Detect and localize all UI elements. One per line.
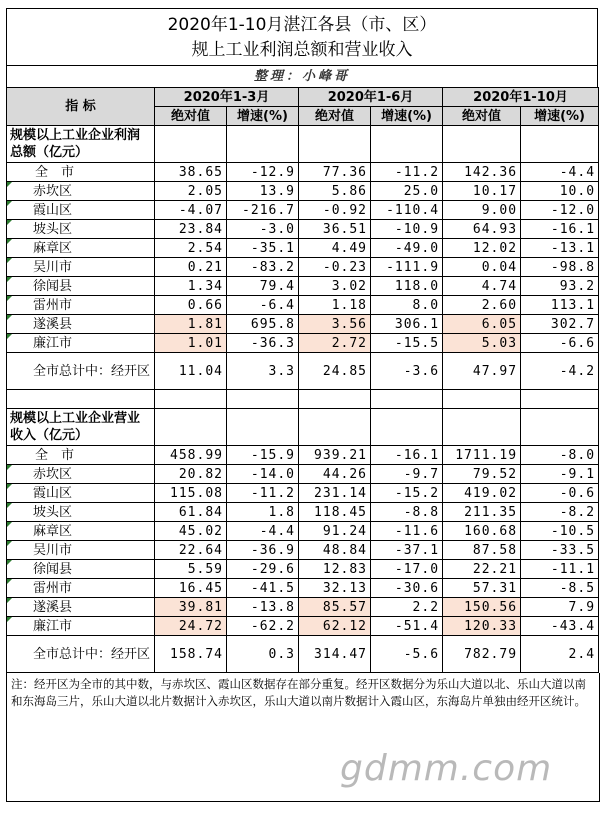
table-row (7, 182, 599, 201)
empty-cell (521, 390, 599, 409)
growth-value: -36.3 (227, 334, 299, 353)
abs-value: 0.04 (443, 258, 521, 277)
title-line-1: 2020年1-10月湛江各县（市、区） (167, 15, 437, 35)
abs-value: 939.21 (299, 446, 371, 465)
abs-value: 16.45 (155, 579, 227, 598)
table-row (7, 541, 599, 560)
row-label: 赤坎区 (7, 182, 155, 201)
abs-value: 1.01 (155, 334, 227, 353)
abs-value: 85.57 (299, 598, 371, 617)
empty-cell (521, 126, 599, 163)
abs-value: 158.74 (155, 636, 227, 673)
growth-value: -15.9 (227, 446, 299, 465)
empty-cell (371, 126, 443, 163)
growth-value: -17.0 (371, 560, 443, 579)
table-row (7, 617, 599, 636)
table-row (7, 598, 599, 617)
empty-cell (155, 126, 227, 163)
abs-value: 3.56 (299, 315, 371, 334)
growth-value: -9.1 (521, 465, 599, 484)
report-sheet (6, 8, 606, 802)
growth-value: -8.5 (521, 579, 599, 598)
table-row (7, 560, 599, 579)
abs-value: 4.49 (299, 239, 371, 258)
abs-value: 782.79 (443, 636, 521, 673)
growth-value: -13.8 (227, 598, 299, 617)
total-row (7, 353, 599, 390)
row-label: 徐闻县 (7, 277, 155, 296)
abs-value: 36.51 (299, 220, 371, 239)
header-abs: 绝对值 (299, 107, 371, 126)
abs-value: 62.12 (299, 617, 371, 636)
empty-cell (299, 390, 371, 409)
growth-value: -33.5 (521, 541, 599, 560)
table-row (7, 579, 599, 598)
growth-value: -51.4 (371, 617, 443, 636)
row-label: 霞山区 (7, 484, 155, 503)
abs-value: 24.85 (299, 353, 371, 390)
abs-value: 61.84 (155, 503, 227, 522)
watermark: gdmm.com (340, 748, 553, 789)
growth-value: 695.8 (227, 315, 299, 334)
empty-cell (443, 390, 521, 409)
growth-value: -0.6 (521, 484, 599, 503)
abs-value: 44.26 (299, 465, 371, 484)
growth-value: -13.1 (521, 239, 599, 258)
growth-value: -30.6 (371, 579, 443, 598)
growth-value: 13.9 (227, 182, 299, 201)
abs-value: 48.84 (299, 541, 371, 560)
table-row (7, 446, 599, 465)
table-row (7, 484, 599, 503)
table-row (7, 315, 599, 334)
empty-cell (443, 126, 521, 163)
growth-value: -3.6 (371, 353, 443, 390)
abs-value: 91.24 (299, 522, 371, 541)
abs-value: 120.33 (443, 617, 521, 636)
empty-cell (443, 409, 521, 446)
growth-value: 306.1 (371, 315, 443, 334)
section-label: 规模以上工业企业利润总额（亿元） (7, 126, 155, 163)
growth-value: -9.7 (371, 465, 443, 484)
growth-value: 2.4 (521, 636, 599, 673)
row-label: 麻章区 (7, 239, 155, 258)
growth-value: 7.9 (521, 598, 599, 617)
abs-value: 2.54 (155, 239, 227, 258)
abs-value: 23.84 (155, 220, 227, 239)
abs-value: 9.00 (443, 201, 521, 220)
table-row (7, 465, 599, 484)
table-row (7, 334, 599, 353)
abs-value: 22.21 (443, 560, 521, 579)
abs-value: 12.83 (299, 560, 371, 579)
growth-value: -11.1 (521, 560, 599, 579)
growth-value: -8.8 (371, 503, 443, 522)
growth-value: -8.0 (521, 446, 599, 465)
empty-cell (371, 390, 443, 409)
abs-value: 142.36 (443, 163, 521, 182)
growth-value: -83.2 (227, 258, 299, 277)
abs-value: 5.86 (299, 182, 371, 201)
abs-value: 160.68 (443, 522, 521, 541)
abs-value: 32.13 (299, 579, 371, 598)
abs-value: 39.81 (155, 598, 227, 617)
header-abs: 绝对值 (155, 107, 227, 126)
growth-value: -4.4 (521, 163, 599, 182)
table-body (7, 126, 599, 673)
footnote: 注：经开区为全市的其中数，与赤坎区、霞山区数据存在部分重复。经开区数据分为乐山大道以北、乐山大道以南和东海岛三片，乐山大道以北片数据计入赤坎区，乐山大道以南片数据计入霞山区，东海岛片单独由经开区统计。 (6, 673, 600, 802)
table-row (7, 277, 599, 296)
growth-value: -8.2 (521, 503, 599, 522)
growth-value: -11.2 (227, 484, 299, 503)
growth-value: -16.1 (371, 446, 443, 465)
header-period-1: 2020年1-3月 (155, 88, 299, 107)
table-row (7, 296, 599, 315)
section-row (7, 409, 599, 446)
growth-value: 302.7 (521, 315, 599, 334)
growth-value: -29.6 (227, 560, 299, 579)
row-label: 吴川市 (7, 258, 155, 277)
spacer-row (7, 390, 599, 409)
growth-value: -11.6 (371, 522, 443, 541)
growth-value: -62.2 (227, 617, 299, 636)
row-label: 全 市 (7, 163, 155, 182)
abs-value: 118.45 (299, 503, 371, 522)
title-line-2: 规上工业利润总额和营业收入 (191, 40, 413, 60)
section-label: 规模以上工业企业营业收入（亿元） (7, 409, 155, 446)
growth-value: -15.2 (371, 484, 443, 503)
empty-cell (521, 409, 599, 446)
abs-value: 57.31 (443, 579, 521, 598)
table-row (7, 503, 599, 522)
row-label: 坡头区 (7, 220, 155, 239)
table-row (7, 239, 599, 258)
abs-value: 5.03 (443, 334, 521, 353)
growth-value: -35.1 (227, 239, 299, 258)
abs-value: 2.72 (299, 334, 371, 353)
growth-value: 79.4 (227, 277, 299, 296)
abs-value: 45.02 (155, 522, 227, 541)
table-row (7, 258, 599, 277)
growth-value: 0.3 (227, 636, 299, 673)
abs-value: 314.47 (299, 636, 371, 673)
growth-value: -43.4 (521, 617, 599, 636)
table-row (7, 201, 599, 220)
growth-value: 118.0 (371, 277, 443, 296)
editor-credit: 整理：小峰哥 (6, 65, 598, 87)
abs-value: 12.02 (443, 239, 521, 258)
header-growth: 增速(%) (227, 107, 299, 126)
growth-value: -10.9 (371, 220, 443, 239)
abs-value: 5.59 (155, 560, 227, 579)
abs-value: 1.34 (155, 277, 227, 296)
abs-value: 79.52 (443, 465, 521, 484)
table-row (7, 163, 599, 182)
row-label: 全市总计中：经开区 (7, 353, 155, 390)
empty-cell (155, 390, 227, 409)
row-label: 雷州市 (7, 296, 155, 315)
growth-value: 3.3 (227, 353, 299, 390)
row-label: 全 市 (7, 446, 155, 465)
row-label: 全市总计中：经开区 (7, 636, 155, 673)
abs-value: 64.93 (443, 220, 521, 239)
abs-value: 77.36 (299, 163, 371, 182)
growth-value: -111.9 (371, 258, 443, 277)
table-row (7, 220, 599, 239)
abs-value: 38.65 (155, 163, 227, 182)
section-row (7, 126, 599, 163)
abs-value: 1711.19 (443, 446, 521, 465)
table-row (7, 522, 599, 541)
growth-value: -12.9 (227, 163, 299, 182)
row-label: 遂溪县 (7, 598, 155, 617)
header-period-2: 2020年1-6月 (299, 88, 443, 107)
abs-value: 47.97 (443, 353, 521, 390)
abs-value: 0.66 (155, 296, 227, 315)
growth-value: 113.1 (521, 296, 599, 315)
growth-value: -49.0 (371, 239, 443, 258)
growth-value: -4.4 (227, 522, 299, 541)
growth-value: -10.5 (521, 522, 599, 541)
abs-value: 211.35 (443, 503, 521, 522)
empty-cell (7, 390, 155, 409)
row-label: 麻章区 (7, 522, 155, 541)
abs-value: 6.05 (443, 315, 521, 334)
growth-value: -110.4 (371, 201, 443, 220)
header-period-3: 2020年1-10月 (443, 88, 599, 107)
empty-cell (227, 409, 299, 446)
growth-value: -36.9 (227, 541, 299, 560)
growth-value: -216.7 (227, 201, 299, 220)
abs-value: 2.05 (155, 182, 227, 201)
abs-value: 1.81 (155, 315, 227, 334)
growth-value: -6.6 (521, 334, 599, 353)
abs-value: 458.99 (155, 446, 227, 465)
row-label: 遂溪县 (7, 315, 155, 334)
growth-value: 1.8 (227, 503, 299, 522)
growth-value: -12.0 (521, 201, 599, 220)
empty-cell (299, 126, 371, 163)
abs-value: 20.82 (155, 465, 227, 484)
empty-cell (155, 409, 227, 446)
abs-value: -0.92 (299, 201, 371, 220)
growth-value: 8.0 (371, 296, 443, 315)
row-label: 吴川市 (7, 541, 155, 560)
growth-value: 93.2 (521, 277, 599, 296)
growth-value: -4.2 (521, 353, 599, 390)
abs-value: 231.14 (299, 484, 371, 503)
growth-value: -3.0 (227, 220, 299, 239)
header-growth: 增速(%) (521, 107, 599, 126)
abs-value: 419.02 (443, 484, 521, 503)
abs-value: 22.64 (155, 541, 227, 560)
abs-value: 3.02 (299, 277, 371, 296)
growth-value: -14.0 (227, 465, 299, 484)
abs-value: 150.56 (443, 598, 521, 617)
abs-value: 2.60 (443, 296, 521, 315)
empty-cell (371, 409, 443, 446)
empty-cell (227, 390, 299, 409)
empty-cell (227, 126, 299, 163)
growth-value: 10.0 (521, 182, 599, 201)
abs-value: 10.17 (443, 182, 521, 201)
row-label: 廉江市 (7, 617, 155, 636)
abs-value: 4.74 (443, 277, 521, 296)
growth-value: -11.2 (371, 163, 443, 182)
growth-value: 25.0 (371, 182, 443, 201)
data-table (6, 87, 599, 673)
empty-cell (299, 409, 371, 446)
abs-value: 11.04 (155, 353, 227, 390)
growth-value: -5.6 (371, 636, 443, 673)
abs-value: -0.23 (299, 258, 371, 277)
abs-value: -4.07 (155, 201, 227, 220)
header-abs: 绝对值 (443, 107, 521, 126)
total-row (7, 636, 599, 673)
report-title (6, 8, 598, 65)
abs-value: 0.21 (155, 258, 227, 277)
growth-value: -41.5 (227, 579, 299, 598)
growth-value: -37.1 (371, 541, 443, 560)
growth-value: -6.4 (227, 296, 299, 315)
abs-value: 24.72 (155, 617, 227, 636)
growth-value: 2.2 (371, 598, 443, 617)
row-label: 廉江市 (7, 334, 155, 353)
row-label: 雷州市 (7, 579, 155, 598)
growth-value: -98.8 (521, 258, 599, 277)
header-growth: 增速(%) (371, 107, 443, 126)
growth-value: -15.5 (371, 334, 443, 353)
row-label: 赤坎区 (7, 465, 155, 484)
row-label: 霞山区 (7, 201, 155, 220)
abs-value: 115.08 (155, 484, 227, 503)
header-indicator: 指 标 (7, 88, 155, 126)
growth-value: -16.1 (521, 220, 599, 239)
abs-value: 1.18 (299, 296, 371, 315)
abs-value: 87.58 (443, 541, 521, 560)
row-label: 坡头区 (7, 503, 155, 522)
row-label: 徐闻县 (7, 560, 155, 579)
